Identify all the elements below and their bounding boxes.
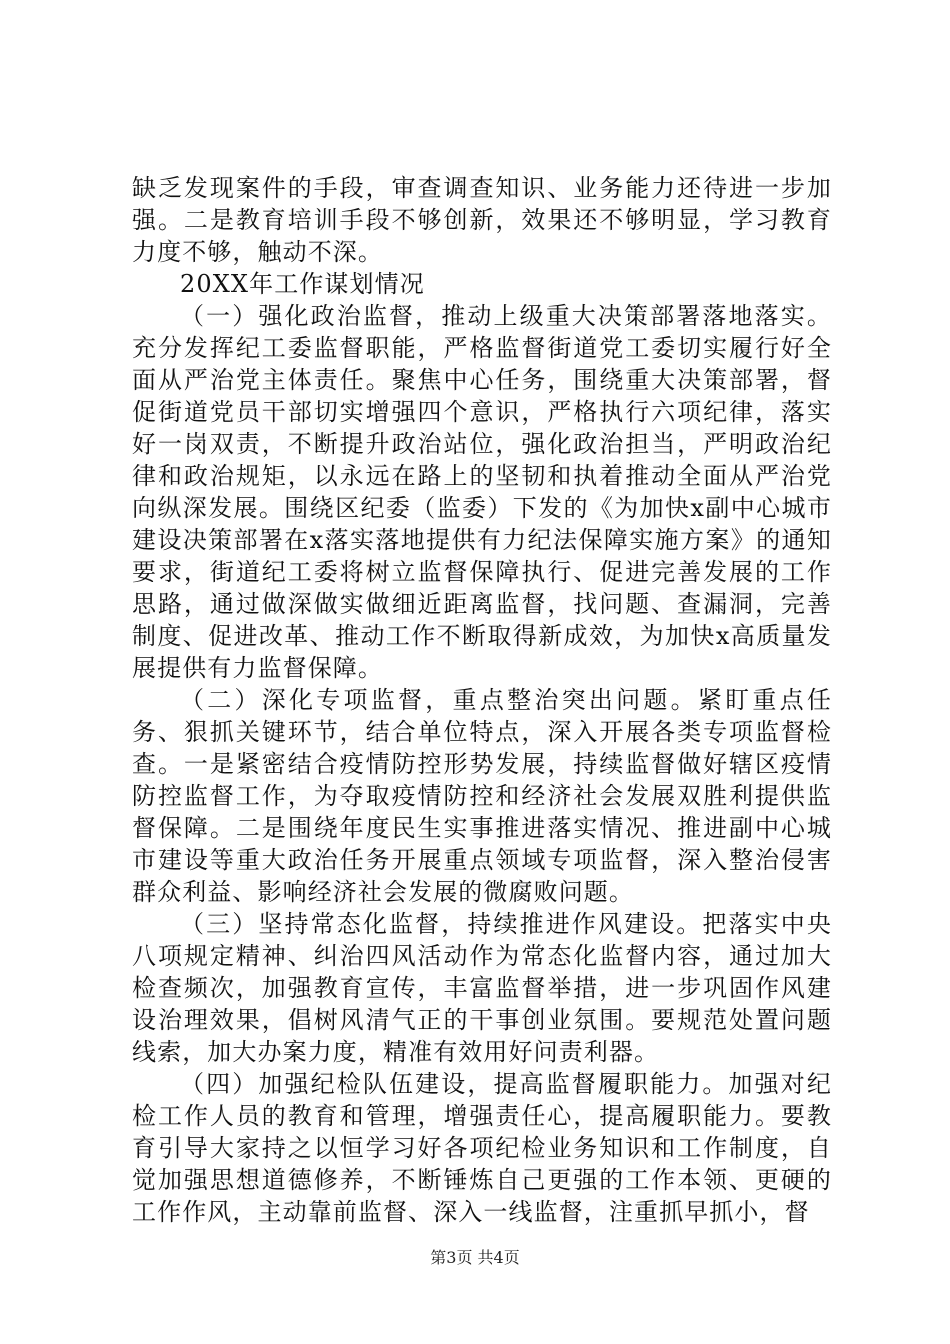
paragraph-item-2: （二）深化专项监督，重点整治突出问题。紧盯重点任务、狠抓关键环节，结合单位特点，深入开展各类专项监督检查。一是紧密结合疫情防控形势发展，持续监督做好辖区疫情防控监督工作，为夺取疫情防控和经济社会发展双胜利提供监督保障。二是围绕年度民生实事推进落实情况、推进副中心城市建设等重大政治任务开展重点领域专项监督，深入整治侵害群众利益、影响经济社会发展的微腐败问题。 <box>132 686 832 906</box>
paragraph-item-3: （三）坚持常态化监督，持续推进作风建设。把落实中央八项规定精神、纠治四风活动作为常态化监督内容，通过加大检查频次，加强教育宣传，丰富监督举措，进一步巩固作风建设治理效果，倡树风清气正的干事创业氛围。要规范处置问题线索，加大办案力度，精准有效用好问责利器。 <box>132 910 832 1066</box>
paragraph-continued: 缺乏发现案件的手段，审查调查知识、业务能力还待进一步加强。二是教育培训手段不够创新，效果还不够明显，学习教育力度不够，触动不深。 <box>132 174 832 266</box>
document-body <box>132 172 832 1228</box>
paragraph-item-4: （四）加强纪检队伍建设，提高监督履职能力。加强对纪检工作人员的教育和管理，增强责任心，提高履职能力。要教育引导大家持之以恒学习好各项纪检业务知识和工作制度，自觉加强思想道德修养，不断锤炼自己更强的工作本领、更硬的工作作风，主动靠前监督、深入一线监督，注重抓早抓小，督 <box>132 1070 832 1226</box>
section-heading: 20XX年工作谋划情况 <box>180 270 425 298</box>
paragraph-item-1: （一）强化政治监督，推动上级重大决策部署落地落实。充分发挥纪工委监督职能，严格监督街道党工委切实履行好全面从严治党主体责任。聚焦中心任务，围绕重大决策部署，督促街道党员干部切实增强四个意识，严格执行六项纪律，落实好一岗双责，不断提升政治站位，强化政治担当，严明政治纪律和政治规矩，以永远在路上的坚韧和执着推动全面从严治党向纵深发展。围绕区纪委（监委）下发的《为加快x副中心城市建设决策部署在x落实落地提供有力纪法保障实施方案》的通知要求，街道纪工委将树立监督保障执行、促进完善发展的工作思路，通过做深做实做细近距离监督，找问题、查漏洞，完善制度、促进改革、推动工作不断取得新成效，为加快x高质量发展提供有力监督保障。 <box>132 302 832 682</box>
page-number-footer: 第3页 共4页 <box>430 1248 520 1267</box>
